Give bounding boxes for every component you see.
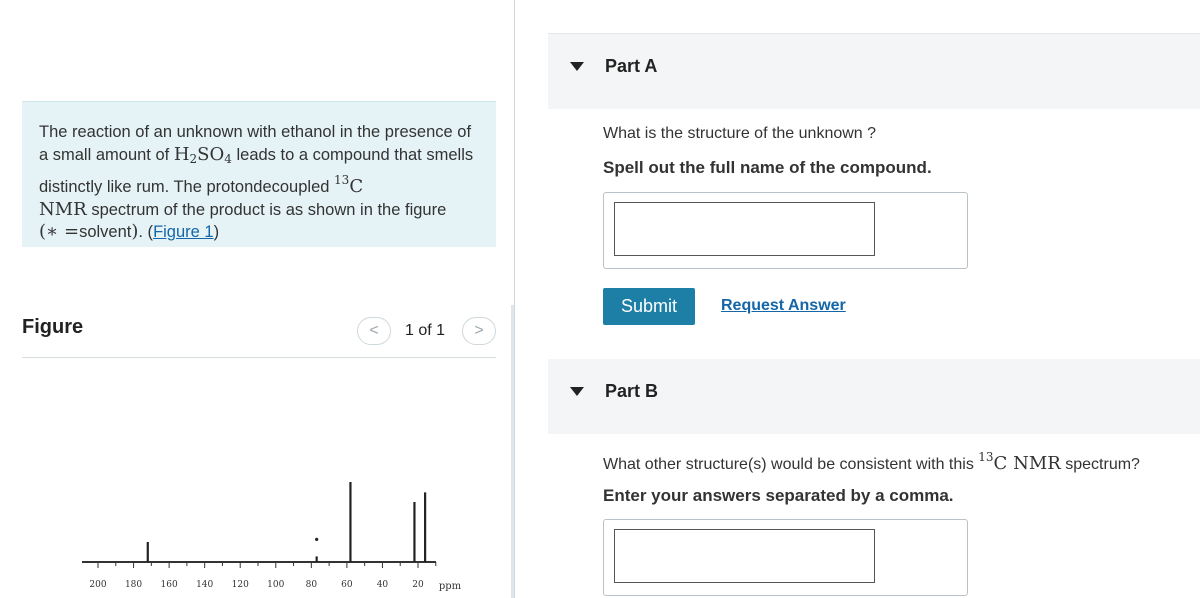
- part-a-header[interactable]: [548, 34, 1200, 109]
- spectrum-tick-label: 180: [124, 580, 143, 590]
- part-b-question-2: spectrum?: [1060, 456, 1140, 473]
- spectrum-unit-label: ppm: [438, 581, 462, 592]
- part-b-title[interactable]: Part B: [605, 381, 659, 401]
- problem-text-3: spectrum of the product is as shown in the figure: [86, 200, 447, 219]
- part-b-header[interactable]: [548, 359, 1200, 434]
- paren-open: (: [39, 221, 47, 242]
- formula-13c-nmr: [978, 450, 1061, 474]
- spectrum-tick-label: 160: [160, 580, 178, 590]
- caret-down-icon[interactable]: [570, 387, 584, 396]
- problem-text-5: ): [213, 223, 220, 241]
- formula-so: SO: [197, 143, 225, 165]
- formula-h-sub: 2: [189, 151, 198, 166]
- part-a-instruction: Spell out the full name of the compound.: [603, 158, 932, 177]
- formula-c: C: [349, 176, 364, 197]
- part-b-question: [603, 450, 1140, 474]
- part-b-instruction: Enter your answers separated by a comma.: [603, 486, 954, 505]
- figure-pager-text: 1 of 1: [405, 322, 446, 339]
- part-b-c: C: [993, 453, 1008, 474]
- figure-header: [22, 314, 496, 358]
- equals-sign: =: [58, 221, 80, 242]
- formula-h: H: [173, 143, 190, 165]
- paren-close: ): [131, 221, 139, 242]
- caret-down-icon[interactable]: [570, 62, 584, 71]
- spectrum-tick-label: 60: [341, 580, 353, 590]
- problem-text-4: . (: [138, 223, 154, 241]
- request-answer-link[interactable]: Request Answer: [721, 297, 846, 314]
- figure-title: Figure: [22, 316, 84, 338]
- part-a-question: What is the structure of the unknown ?: [603, 125, 877, 142]
- solvent-word: solvent: [79, 223, 132, 241]
- left-pane: [0, 0, 514, 598]
- part-a-answer-box: [603, 192, 968, 269]
- spectrum-tick-label: 80: [305, 580, 318, 590]
- part-b-question-1: What other structure(s) would be consistent with this: [603, 456, 979, 473]
- spectrum-tick-label: 40: [376, 580, 389, 590]
- spectrum-tick-label: 20: [412, 580, 424, 590]
- spectrum-tick-label: 140: [196, 580, 214, 590]
- star-symbol: ∗: [46, 221, 59, 242]
- formula-so-sub: 4: [224, 151, 232, 166]
- part-a-answer-input[interactable]: [614, 202, 875, 256]
- part-b-sup: 13: [978, 450, 994, 464]
- formula-13c-sup: 13: [334, 173, 350, 187]
- part-a-title[interactable]: Part A: [605, 56, 658, 76]
- solvent-marker: [315, 538, 318, 541]
- part-b-answer-box: [603, 519, 968, 596]
- part-b-answer-input[interactable]: [614, 529, 875, 583]
- figure-link[interactable]: Figure 1: [153, 223, 214, 241]
- submit-button[interactable]: Submit: [603, 288, 695, 325]
- problem-text-2: leads to a compound that smells distinctly like rum. The protondecoupled: [39, 145, 474, 196]
- formula-h2so4: [174, 144, 232, 165]
- spectrum-tick-label: 200: [89, 580, 107, 590]
- spectrum-tick-label: 120: [231, 580, 249, 590]
- pane-scrollbar[interactable]: [511, 305, 514, 598]
- problem-text-1: The reaction of an unknown with ethanol in the presence of a small amount of: [39, 123, 472, 164]
- nmr-spectrum-chart: [78, 470, 488, 598]
- problem-statement: [22, 101, 496, 247]
- problem-text: [39, 122, 478, 244]
- formula-13c: [334, 173, 364, 197]
- spectrum-tick-label: 100: [267, 580, 285, 590]
- part-b-nmr: NMR: [1013, 453, 1061, 474]
- right-pane: [515, 0, 1200, 598]
- formula-nmr: NMR: [39, 198, 87, 220]
- chevron-right-icon[interactable]: >: [462, 317, 496, 345]
- chevron-left-icon[interactable]: <: [357, 317, 391, 345]
